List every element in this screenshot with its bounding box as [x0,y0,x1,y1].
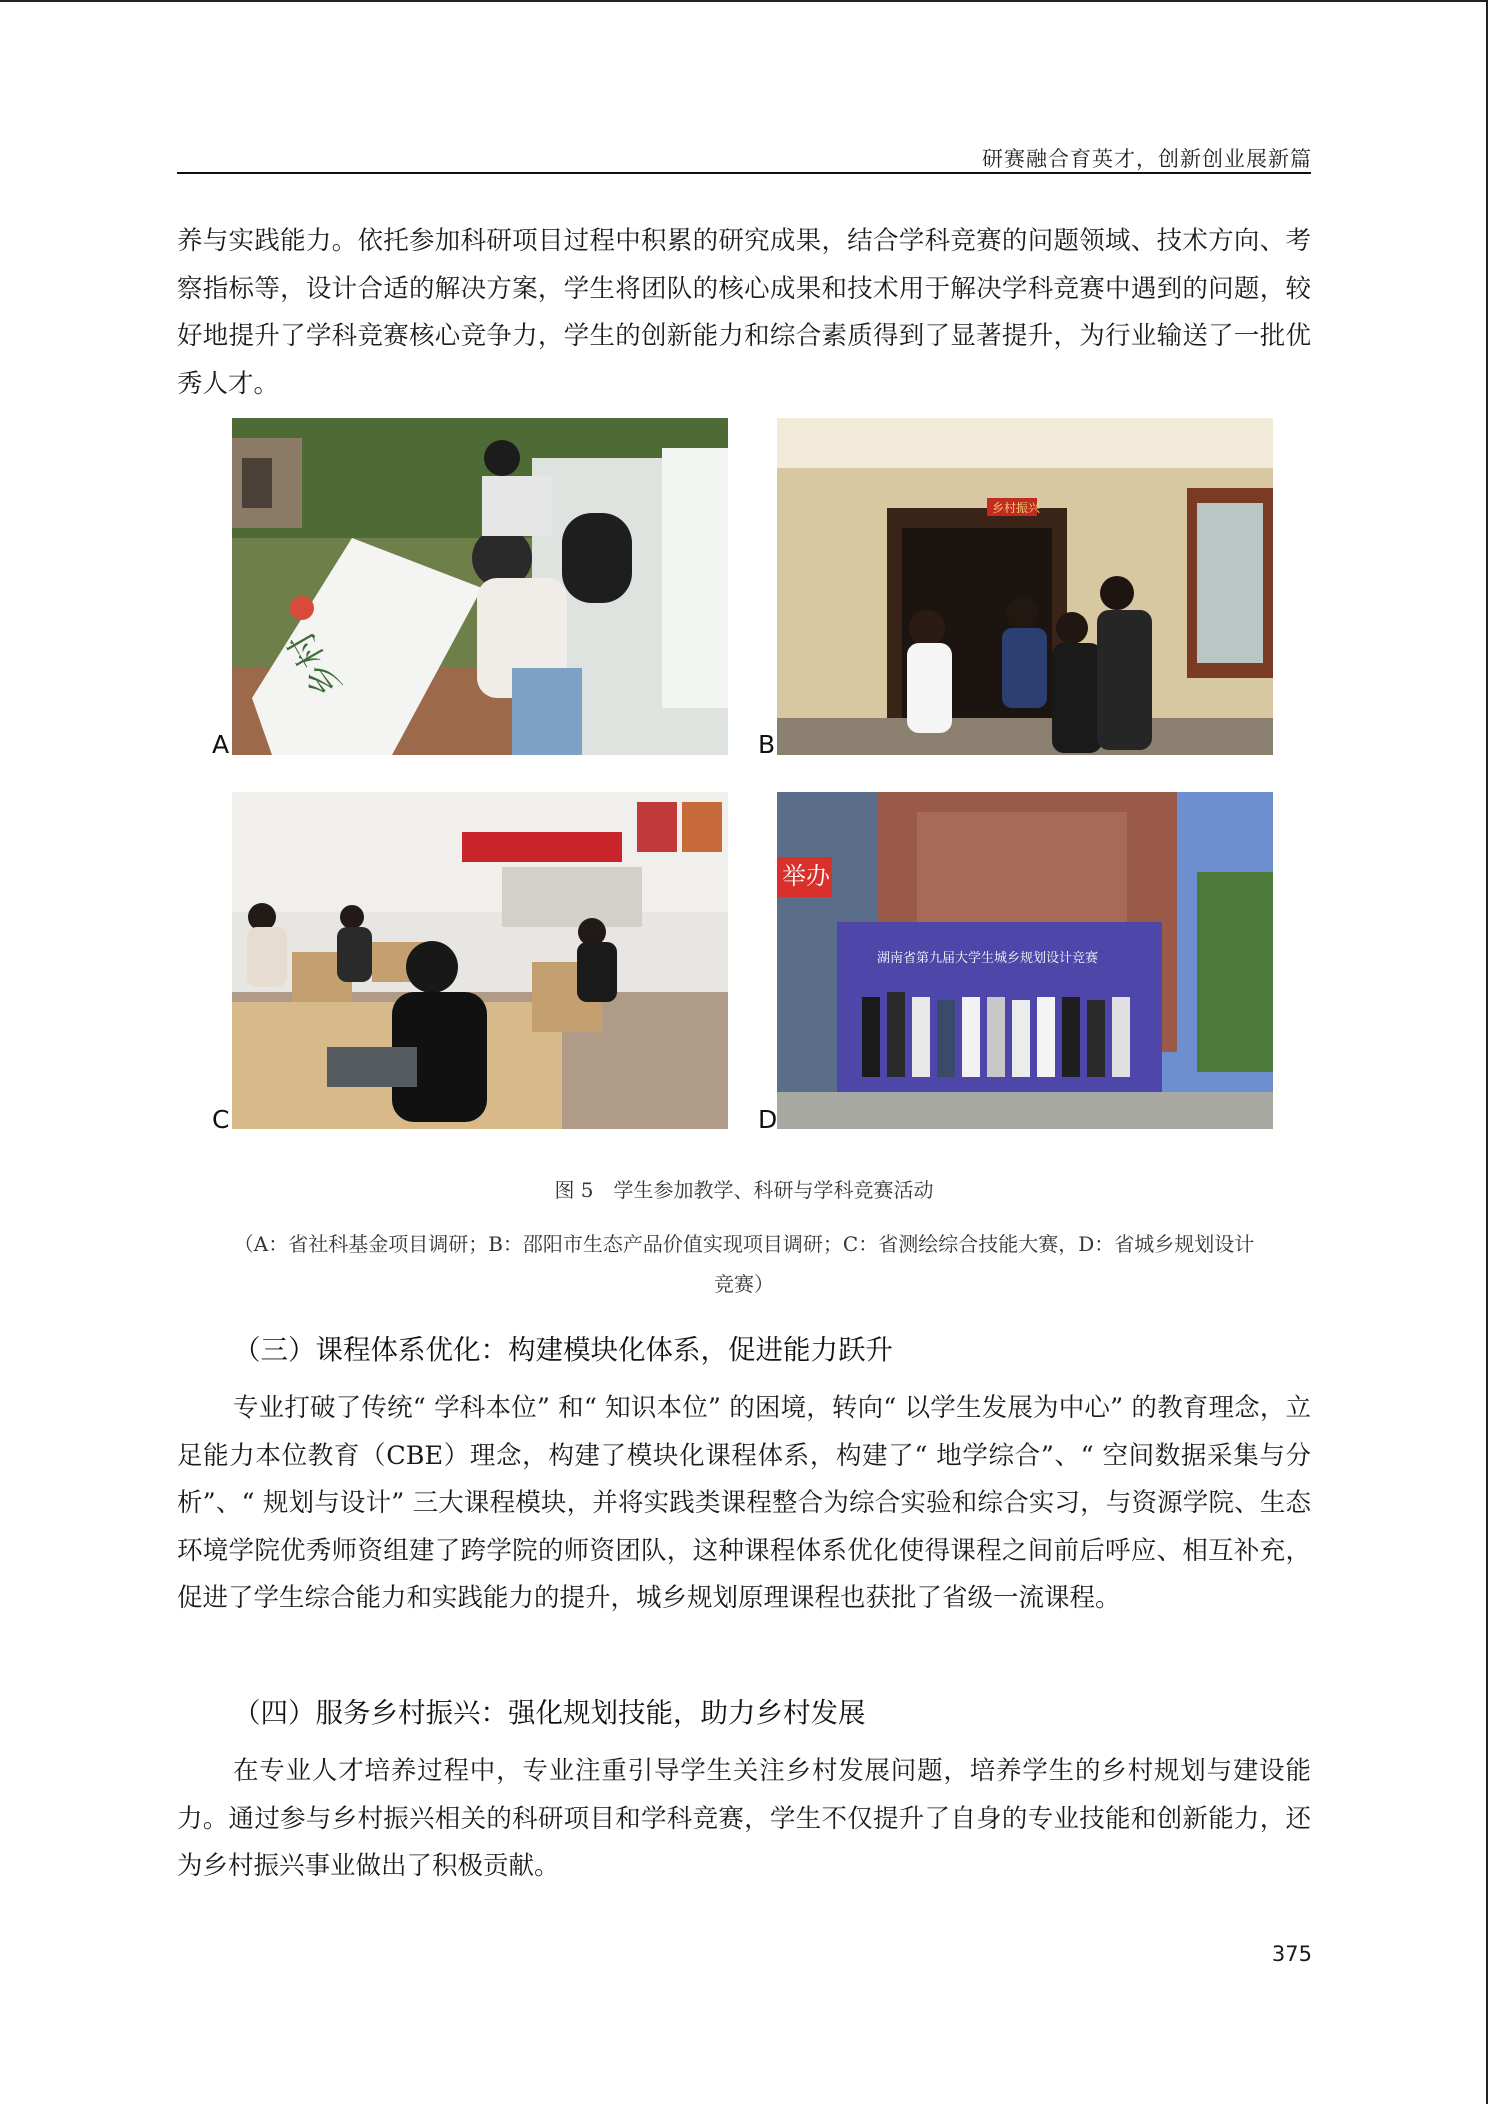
photo-b-sign-text: 乡村振兴 [992,501,1041,515]
section-heading-4: （四）服务乡村振兴：强化规划技能，助力乡村发展 [233,1697,866,1729]
photo-label-b: B [758,730,776,759]
svg-text:乡村: 乡村 [281,624,350,704]
figure-note-line-1: （A：省社科基金项目调研；B：邵阳市生态产品价值实现项目调研；C：省测绘综合技能大赛，D：省城乡规划设计 [233,1232,1255,1256]
photo-c-skills-contest [232,792,728,1129]
paragraph-2: 专业打破了传统“ 学科本位” 和“ 知识本位” 的困境，转向“ 以学生发展为中心” 的教育理念，立足能力本位教育（CBE）理念，构建了模块化课程体系，构建了“ 地学综合”、“ 空间数据采集与分析”、“ 规划与设计” 三大课程模块，并将实践类课程整合为综合实验和综合实习，与资源学院、生态环境学院优秀师资组建了跨学院的师资团队，这种课程体系优化使得课程之间前后呼应、相互补充，促进了学生综合能力和实践能力的提升，城乡规划原理课程也获批了省级一流课程。 [177,1393,1311,1613]
photo-label-d: D [758,1105,778,1134]
figure-note-line-2: 竞赛） [714,1272,774,1296]
paragraph-1: 养与实践能力。依托参加科研项目过程中积累的研究成果，结合学科竞赛的问题领域、技术方向、考察指标等，设计合适的解决方案，学生将团队的核心成果和技术用于解决学科竞赛中遇到的问题，较好地提升了学科竞赛核心竞争力，学生的创新能力和综合素质得到了显著提升，为行业输送了一批优秀人才。 [177,226,1311,399]
photo-d-banner-title: 湖南省第九届大学生城乡规划设计竞赛 [877,951,1099,966]
figure-caption: 图 5 学生参加教学、科研与学科竞赛活动 [554,1178,934,1202]
photo-a-field-survey [232,418,728,755]
photo-d-design-competition [777,792,1273,1129]
photo-d-side-text: 举办 [782,862,830,890]
running-header: 研赛融合育英才，创新创业展新篇 [982,147,1312,171]
photo-label-c: C [212,1105,230,1134]
page-top-border [0,0,1488,2]
section-heading-3: （三）课程体系优化：构建模块化体系，促进能力跃升 [233,1334,893,1366]
paragraph-3: 在专业人才培养过程中，专业注重引导学生关注乡村发展问题，培养学生的乡村规划与建设能力。通过参与乡村振兴相关的科研项目和学科竞赛，学生不仅提升了自身的专业技能和创新能力，还为乡村振兴事业做出了积极贡献。 [177,1756,1311,1881]
photo-b-village-visit [777,418,1273,755]
header-rule [177,172,1311,174]
page-number: 375 [1271,1942,1312,1966]
photo-label-a: A [212,730,230,759]
